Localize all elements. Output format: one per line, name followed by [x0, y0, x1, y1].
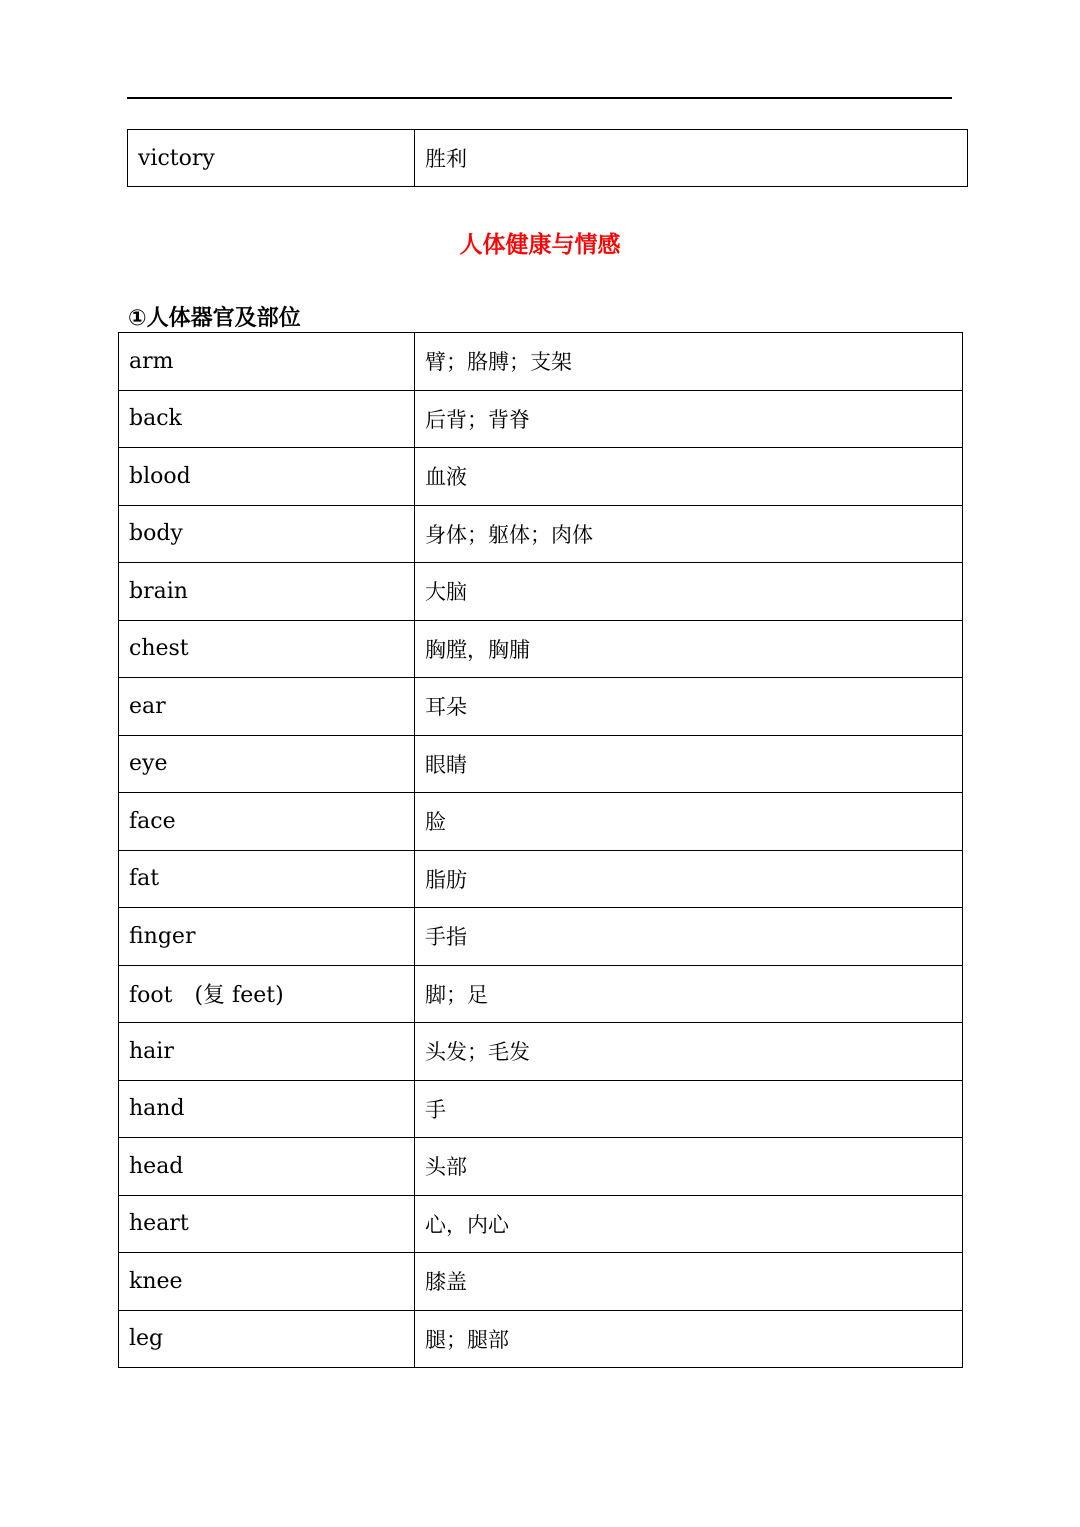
subsection-title: ①人体器官及部位 — [128, 306, 301, 331]
word-cell: blood — [119, 448, 415, 506]
word-cell: heart — [119, 1195, 415, 1253]
meaning-cell: 脚；足 — [415, 965, 963, 1023]
meaning-cell: 大脑 — [415, 563, 963, 621]
word-cell: body — [119, 505, 415, 563]
section-title: 人体健康与情感 — [459, 232, 621, 258]
meaning-cell: 头部 — [415, 1138, 963, 1196]
meaning-cell: 血液 — [415, 448, 963, 506]
word-cell: foot (复 feet) — [119, 965, 415, 1023]
word-cell: arm — [119, 333, 415, 391]
table-row — [119, 1195, 963, 1253]
word-cell: brain — [119, 563, 415, 621]
meaning-cell: 脸 — [415, 793, 963, 851]
meaning-cell: 臂；胳膊；支架 — [415, 333, 963, 391]
meaning-cell: 心，内心 — [415, 1195, 963, 1253]
word-cell: eye — [119, 735, 415, 793]
table-row — [119, 850, 963, 908]
word-cell: knee — [119, 1253, 415, 1311]
table-row — [119, 563, 963, 621]
table-row — [119, 333, 963, 391]
meaning-cell: 腿；腿部 — [415, 1310, 963, 1368]
meaning-cell: 胜利 — [415, 130, 968, 187]
word-cell: hand — [119, 1080, 415, 1138]
meaning-cell: 手指 — [415, 908, 963, 966]
table-row — [119, 620, 963, 678]
table-row — [119, 965, 963, 1023]
word-cell: victory — [128, 130, 415, 187]
meaning-cell: 身体；躯体；肉体 — [415, 505, 963, 563]
table-row — [119, 1023, 963, 1081]
table-row — [119, 505, 963, 563]
word-cell: leg — [119, 1310, 415, 1368]
meaning-cell: 手 — [415, 1080, 963, 1138]
table-row — [119, 735, 963, 793]
meaning-cell: 后背；背脊 — [415, 390, 963, 448]
table-row — [119, 1253, 963, 1311]
table-row — [119, 1138, 963, 1196]
table-row — [119, 793, 963, 851]
word-cell: back — [119, 390, 415, 448]
table-row — [119, 448, 963, 506]
table-row — [119, 908, 963, 966]
word-cell: ear — [119, 678, 415, 736]
meaning-cell: 胸膛，胸脯 — [415, 620, 963, 678]
meaning-cell: 耳朵 — [415, 678, 963, 736]
meaning-cell: 眼睛 — [415, 735, 963, 793]
table-row — [119, 390, 963, 448]
meaning-cell: 脂肪 — [415, 850, 963, 908]
table-row — [119, 678, 963, 736]
meaning-cell: 膝盖 — [415, 1253, 963, 1311]
previous-vocab-table — [127, 129, 968, 187]
meaning-cell: 头发；毛发 — [415, 1023, 963, 1081]
word-cell: hair — [119, 1023, 415, 1081]
word-cell: head — [119, 1138, 415, 1196]
word-cell: face — [119, 793, 415, 851]
word-cell: chest — [119, 620, 415, 678]
table-row — [128, 130, 968, 187]
table-row — [119, 1080, 963, 1138]
table-row — [119, 1310, 963, 1368]
word-cell: finger — [119, 908, 415, 966]
header-rule — [127, 97, 952, 99]
word-cell: fat — [119, 850, 415, 908]
body-parts-vocab-table — [118, 332, 963, 1368]
